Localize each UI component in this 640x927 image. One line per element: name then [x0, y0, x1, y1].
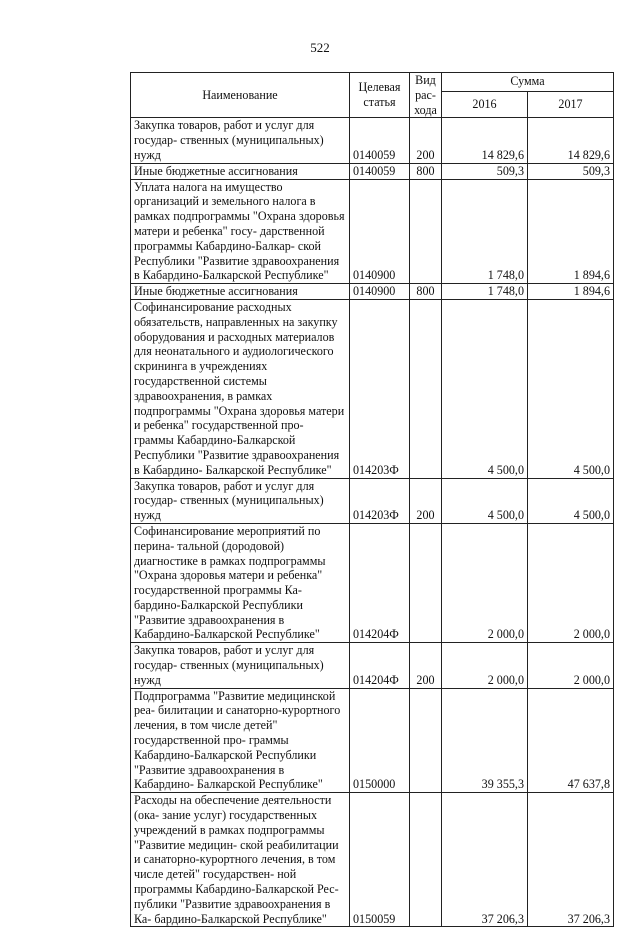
table-row — [131, 179, 614, 284]
table-row — [131, 523, 614, 642]
row-sum-2016: 1 748,0 — [442, 284, 528, 300]
table-row — [131, 688, 614, 793]
row-name: Подпрограмма "Развитие медицинской реа- билитации и санаторно-курортного лечения, в том числе детей" государственной про- граммы Кабардино-Балкарской Республики "Развитие здравоохранения в Кабардино- Балкарской Республике" — [131, 688, 350, 793]
row-expense-type — [410, 523, 442, 642]
row-sum-2017: 2 000,0 — [528, 643, 614, 688]
row-expense-type — [410, 299, 442, 478]
row-sum-2016: 37 206,3 — [442, 793, 528, 927]
row-expense-type — [410, 793, 442, 927]
row-target-article: 0150000 — [350, 688, 410, 793]
row-expense-type: 200 — [410, 478, 442, 523]
row-target-article: 014203Ф — [350, 299, 410, 478]
row-name: Уплата налога на имущество организаций и земельного налога в рамках подпрограммы "Охрана здоровья матери и ребенка" госу- дарственной программы Кабардино-Балкар- ской Республики "Развитие здравоохранения в Кабардино-Балкарской Республике" — [131, 179, 350, 284]
table-row — [131, 118, 614, 163]
row-name: Расходы на обеспечение деятельности (ока- зание услуг) государственных учреждений в рамках подпрограммы "Развитие медицин- ской реабилитации и санаторно-курортного лечения, в том числе детей" государствен- ной программы Кабардино-Балкарской Рес- публики "Развитие здравоохранения в Ка- бардино-Балкарской Республике" — [131, 793, 350, 927]
header-name: Наименование — [131, 73, 350, 118]
row-name: Иные бюджетные ассигнования — [131, 284, 350, 300]
row-target-article: 0140900 — [350, 284, 410, 300]
row-name: Закупка товаров, работ и услуг для государ- ственных (муниципальных) нужд — [131, 118, 350, 163]
row-sum-2016: 2 000,0 — [442, 523, 528, 642]
row-target-article: 014204Ф — [350, 523, 410, 642]
table-row — [131, 793, 614, 927]
row-target-article: 0140900 — [350, 179, 410, 284]
header-year-2017: 2017 — [528, 91, 614, 118]
row-name: Закупка товаров, работ и услуг для государ- ственных (муниципальных) нужд — [131, 643, 350, 688]
row-target-article: 0140059 — [350, 118, 410, 163]
row-sum-2017: 509,3 — [528, 163, 614, 179]
budget-table — [130, 72, 614, 927]
page-number: 522 — [310, 40, 330, 55]
row-expense-type — [410, 179, 442, 284]
row-sum-2017: 37 206,3 — [528, 793, 614, 927]
row-sum-2016: 1 748,0 — [442, 179, 528, 284]
row-target-article: 014203Ф — [350, 478, 410, 523]
row-sum-2017: 14 829,6 — [528, 118, 614, 163]
row-sum-2017: 2 000,0 — [528, 523, 614, 642]
row-sum-2016: 39 355,3 — [442, 688, 528, 793]
row-name: Закупка товаров, работ и услуг для государ- ственных (муниципальных) нужд — [131, 478, 350, 523]
row-target-article: 0150059 — [350, 793, 410, 927]
row-target-article: 014204Ф — [350, 643, 410, 688]
row-sum-2016: 2 000,0 — [442, 643, 528, 688]
header-expense-type: Вид рас- хода — [410, 73, 442, 118]
row-expense-type: 200 — [410, 643, 442, 688]
row-sum-2017: 1 894,6 — [528, 284, 614, 300]
row-name: Софинансирование мероприятий по перина- тальной (дородовой) диагностике в рамках подпрограммы "Охрана здоровья матери и ребенка" государственной программы Ка- бардино-Балкарской Республики "Развитие здравоохранения в Кабардино-Балкарской Республике" — [131, 523, 350, 642]
row-sum-2017: 4 500,0 — [528, 299, 614, 478]
row-expense-type: 800 — [410, 284, 442, 300]
row-expense-type: 800 — [410, 163, 442, 179]
row-sum-2016: 4 500,0 — [442, 299, 528, 478]
table-row — [131, 643, 614, 688]
table-row — [131, 163, 614, 179]
table-row — [131, 299, 614, 478]
header-sum: Сумма — [442, 73, 614, 92]
table-row — [131, 284, 614, 300]
row-sum-2017: 1 894,6 — [528, 179, 614, 284]
header-year-2016: 2016 — [442, 91, 528, 118]
row-name: Иные бюджетные ассигнования — [131, 163, 350, 179]
row-sum-2016: 14 829,6 — [442, 118, 528, 163]
row-expense-type — [410, 688, 442, 793]
row-sum-2016: 4 500,0 — [442, 478, 528, 523]
row-sum-2016: 509,3 — [442, 163, 528, 179]
row-sum-2017: 4 500,0 — [528, 478, 614, 523]
row-name: Софинансирование расходных обязательств, направленных на закупку оборудования и расходных материалов для неонатального и аудиологического скрининга в учреждениях государственной системы здравоохранения, в рамках подпрограммы "Охрана здоровья матери и ребенка" государственной про- граммы Кабардино-Балкарской Республики "Развитие здравоохранения в Кабардино- Балкарской Республике" — [131, 299, 350, 478]
row-target-article: 0140059 — [350, 163, 410, 179]
table-row — [131, 478, 614, 523]
header-target-article: Целевая статья — [350, 73, 410, 118]
row-expense-type: 200 — [410, 118, 442, 163]
row-sum-2017: 47 637,8 — [528, 688, 614, 793]
